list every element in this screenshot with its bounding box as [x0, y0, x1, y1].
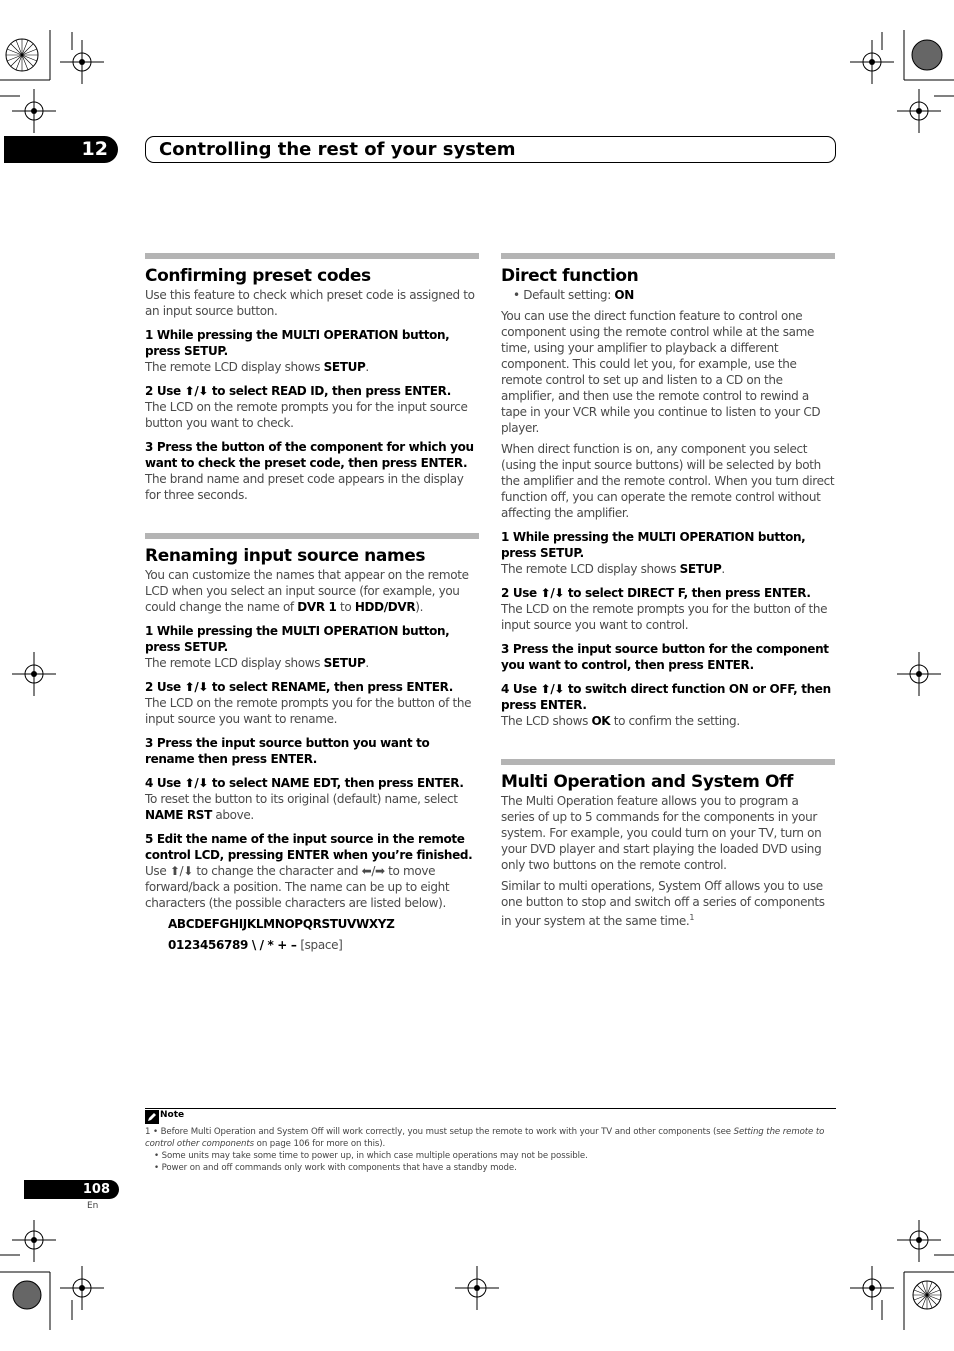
step-4: 4 Use ⬆/⬇ to select NAME EDT, then press ENTER. — [145, 776, 464, 790]
note-pencil-icon — [145, 1110, 159, 1124]
paragraph-2: When direct function is on, any component you select (using the input source buttons) will be selected by both the amplifier and the remote control. When you turn direct function off, you can operate the remote control without affecting the amplifier. — [501, 442, 835, 520]
step-3: 3 Press the input source button for the component you want to control, then press ENTER. — [501, 642, 829, 672]
registration-mark-top-left — [0, 0, 130, 150]
section-bar — [145, 253, 479, 259]
section-title: Multi Operation and System Off — [501, 772, 794, 792]
right-column — [501, 253, 835, 929]
paragraph-1: The Multi Operation feature allows you to program a series of up to 5 commands for the components in your system. For example, you could turn on your TV, turn on your DVD player and start playing the loaded DVD using only two buttons on the remote control. — [501, 794, 822, 872]
footnote-ref: 1 — [689, 913, 695, 922]
step-4-body: The LCD shows OK to confirm the setting. — [501, 714, 740, 728]
section-direct-function — [501, 253, 835, 729]
chapter-number: 12 — [4, 136, 118, 163]
step-3: 3 Press the button of the component for which you want to check the preset code, then press ENTER. — [145, 440, 474, 470]
step-5-body: Use ⬆/⬇ to change the character and ⬅/➡ to move forward/back a position. The name can be up to eight characters (the possible characters are listed below). — [145, 864, 450, 910]
note-label: Note — [160, 1110, 185, 1120]
registration-mark-top-right — [824, 0, 954, 150]
character-list-symbols: 0123456789 \ / * + – [space] — [168, 938, 343, 952]
section-bar — [145, 533, 479, 539]
registration-mark-bottom-right — [824, 1220, 954, 1351]
default-setting: • Default setting: ON — [513, 288, 634, 302]
section-renaming-input-source-names — [145, 533, 479, 953]
step-1: 1 While pressing the MULTI OPERATION button, press SETUP. — [145, 328, 450, 358]
intro-text: Use this feature to check which preset code is assigned to an input source button. — [145, 288, 475, 318]
note-rule — [145, 1108, 836, 1109]
step-2: 2 Use ⬆/⬇ to select RENAME, then press ENTER. — [145, 680, 453, 694]
step-2: 2 Use ⬆/⬇ to select DIRECT F, then press ENTER. — [501, 586, 811, 600]
section-title: Direct function — [501, 266, 639, 286]
step-5: 5 Edit the name of the input source in the remote control LCD, pressing ENTER when you’re finished. — [145, 832, 473, 862]
section-bar — [501, 759, 835, 765]
step-1-body: The remote LCD display shows SETUP. — [145, 656, 369, 670]
section-confirming-preset-codes — [145, 253, 479, 503]
registration-mark-bottom-left — [0, 1220, 130, 1351]
footnote-1: 1 • Before Multi Operation and System Off will work correctly, you must setup the remote to work with your TV and other components (see Setting the remote to control other components on page 106 for more on this). — [145, 1127, 825, 1149]
paragraph-1: You can use the direct function feature to control one component using the remote control while at the same time, using your amplifier to playback a different component. This could let you, for example, use the remote control to set up and listen to a CD on the amplifier, and then use the remote control to rewind a tape in your VCR while you continue to listen to your CD player. — [501, 309, 821, 435]
intro-text: You can customize the names that appear on the remote LCD when you select an input source (for example, you could change the name of DVR 1 to HDD/DVR). — [145, 568, 469, 614]
step-1: 1 While pressing the MULTI OPERATION button, press SETUP. — [501, 530, 806, 560]
step-1: 1 While pressing the MULTI OPERATION button, press SETUP. — [145, 624, 450, 654]
step-1-body: The remote LCD display shows SETUP. — [501, 562, 725, 576]
step-4: 4 Use ⬆/⬇ to switch direct function ON or OFF, then press ENTER. — [501, 682, 831, 712]
footnote-3: • Power on and off commands only work with components that have a standby mode. — [154, 1163, 517, 1173]
chapter-title: Controlling the rest of your system — [145, 136, 836, 163]
page-number: 108 — [24, 1180, 119, 1199]
step-3: 3 Press the input source button you want to rename then press ENTER. — [145, 736, 430, 766]
registration-mark-mid-right — [894, 650, 954, 710]
language-code: En — [87, 1201, 99, 1211]
section-title: Renaming input source names — [145, 546, 426, 566]
section-title: Confirming preset codes — [145, 266, 371, 286]
step-2-body: The LCD on the remote prompts you for the button of the input source you want to control. — [501, 602, 828, 632]
step-3-body: The brand name and preset code appears in the display for three seconds. — [145, 472, 464, 502]
section-bar — [501, 253, 835, 259]
step-2: 2 Use ⬆/⬇ to select READ ID, then press ENTER. — [145, 384, 451, 398]
step-2-body: The LCD on the remote prompts you for the button of the input source you want to rename. — [145, 696, 472, 726]
paragraph-2: Similar to multi operations, System Off allows you to use one button to stop and switch off a series of components in your system at the same time.$^1$ — [501, 879, 825, 928]
footnote-2: • Some units may take some time to power up, in which case multiple operations may not be possible. — [154, 1151, 588, 1161]
registration-mark-mid-left — [0, 650, 60, 710]
left-column — [145, 253, 479, 953]
character-list-letters: ABCDEFGHIJKLMNOPQRSTUVWXYZ — [168, 917, 395, 931]
step-2-body: The LCD on the remote prompts you for the input source button you want to check. — [145, 400, 468, 430]
section-multi-operation — [501, 759, 835, 929]
step-4-body: To reset the button to its original (default) name, select NAME RST above. — [145, 792, 458, 822]
registration-mark-bottom-center — [447, 1262, 507, 1322]
step-1-body: The remote LCD display shows SETUP. — [145, 360, 369, 374]
